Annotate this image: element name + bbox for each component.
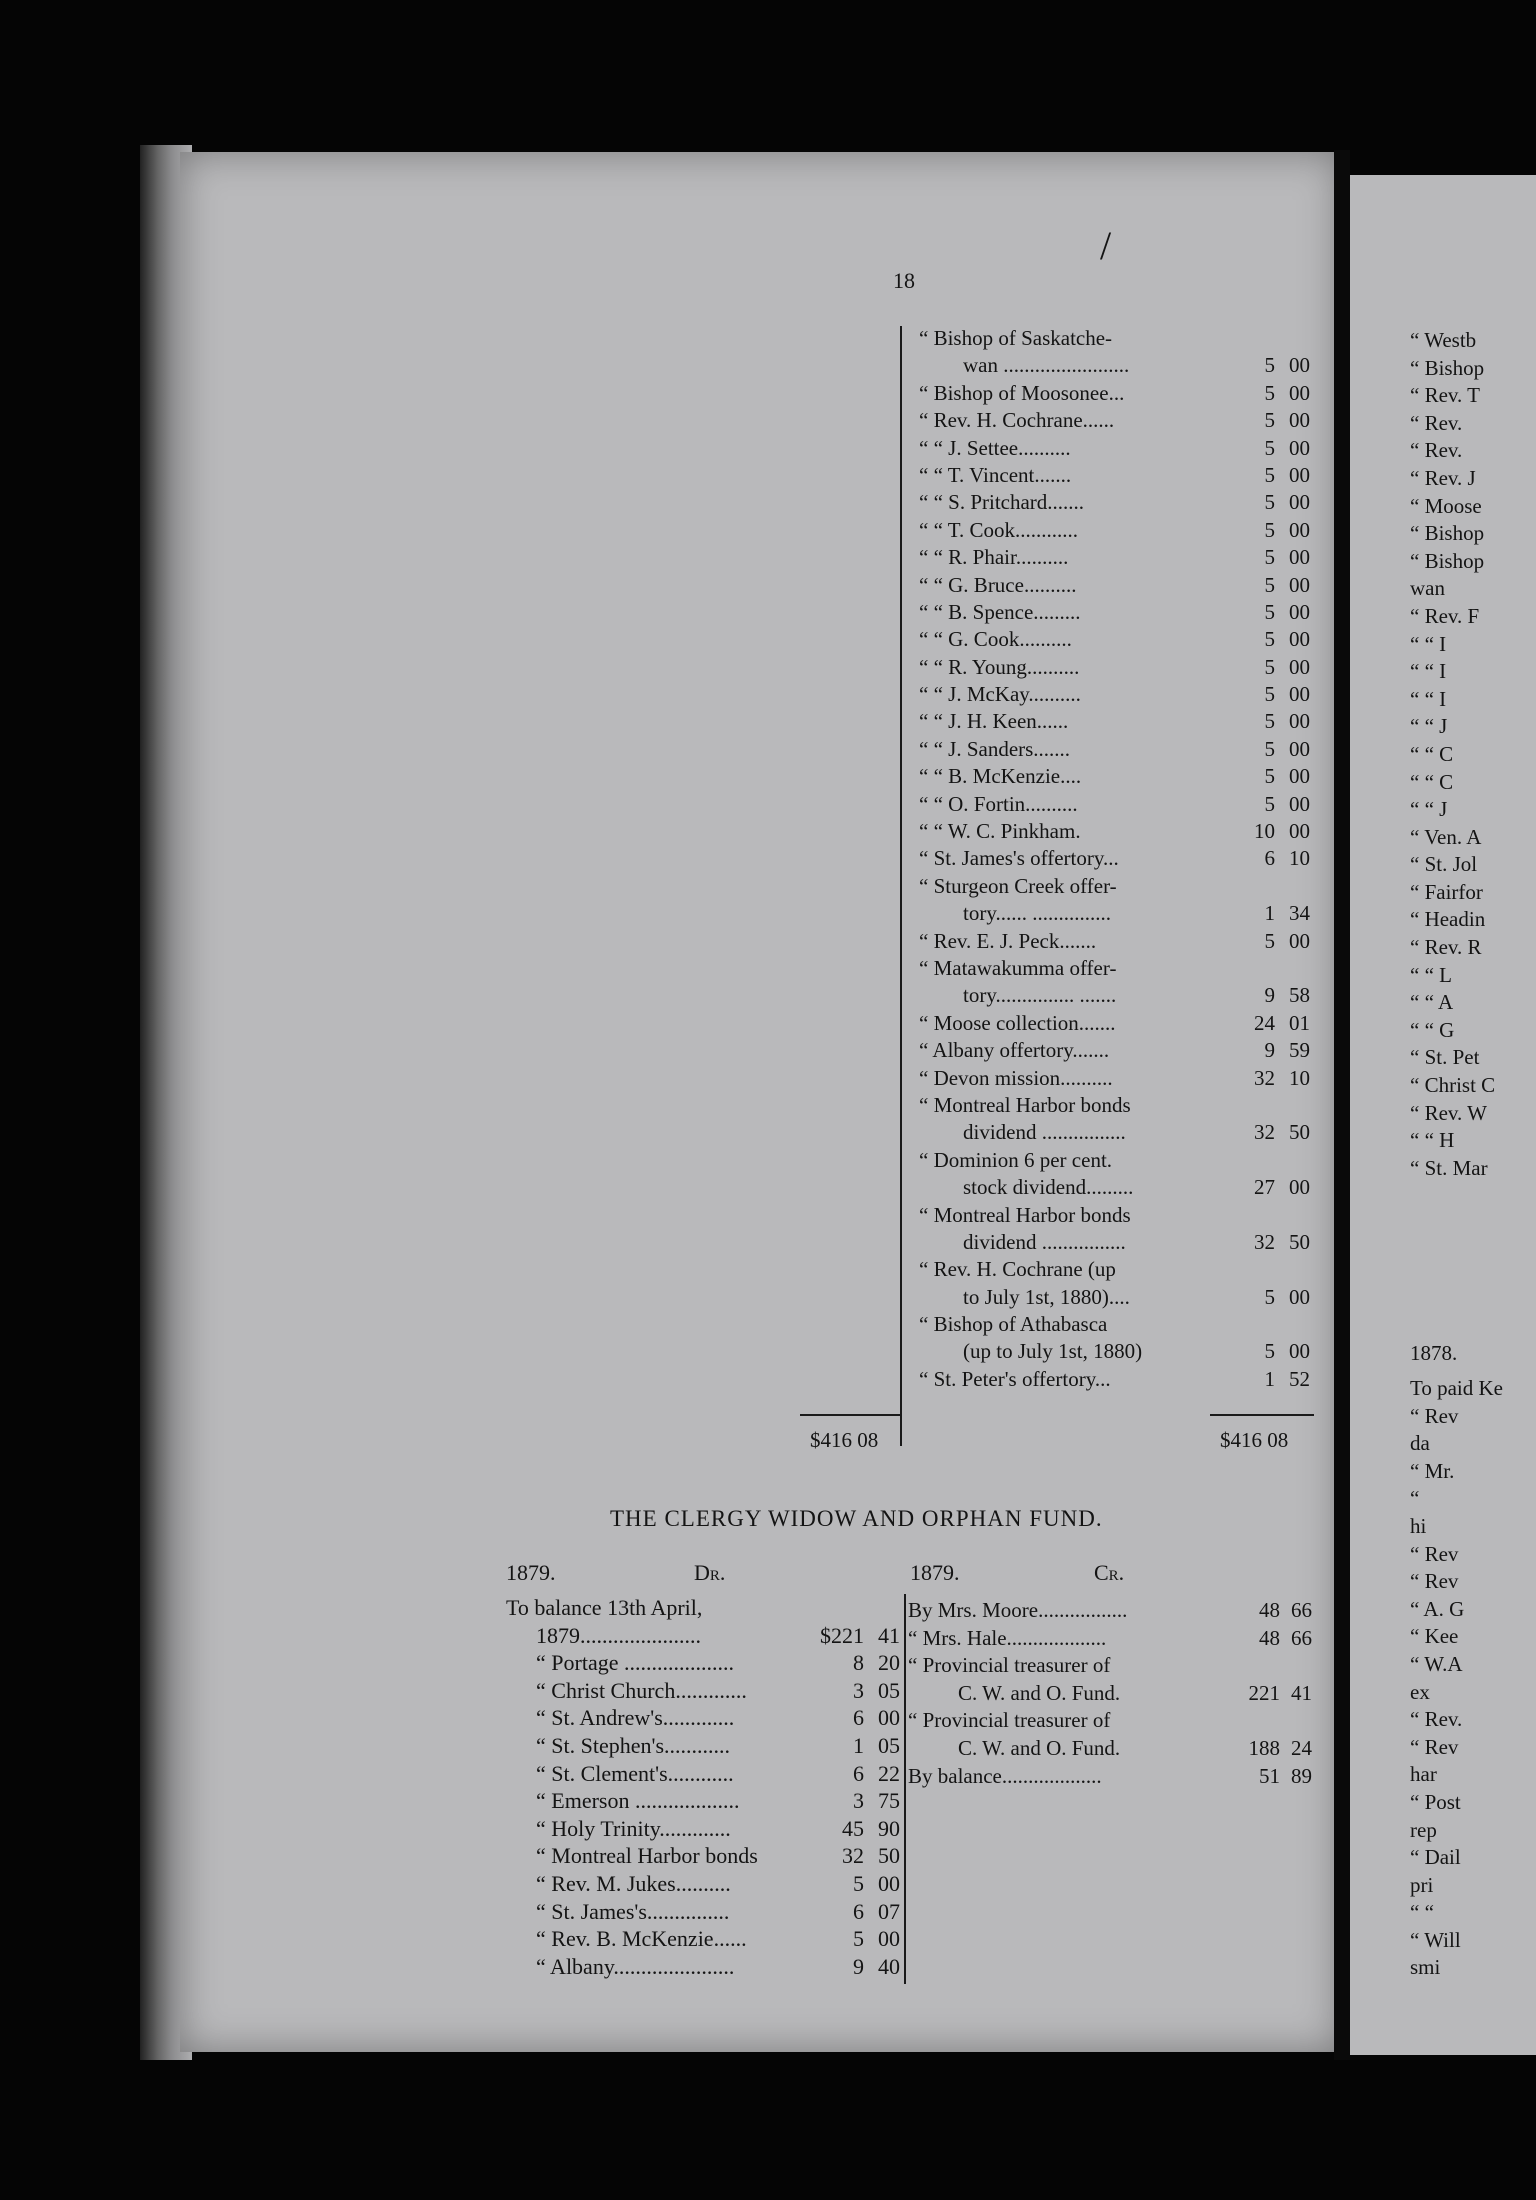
entry-label: “ Montreal Harbor bonds [919, 1202, 1131, 1227]
ledger-row [903, 1148, 1323, 1175]
entry-cents: 50 [1289, 1229, 1310, 1254]
ledger-row [903, 682, 1323, 709]
ledger-row [506, 1623, 906, 1651]
next-page-fragment: “ “ J [1410, 714, 1448, 739]
ledger-row [903, 983, 1323, 1010]
entry-cents: 41 [1291, 1680, 1312, 1705]
entry-label: “ “ J. McKay.......... [919, 682, 1081, 707]
next-page-fragment: “ Rev. F [1410, 603, 1480, 628]
entry-cents: 00 [1289, 709, 1310, 734]
entry-cents: 07 [878, 1898, 900, 1924]
next-page-bottom-fragments [1410, 1376, 1536, 1983]
next-page-fragment: “ “ I [1410, 659, 1447, 684]
entry-label: “ “ W. C. Pinkham. [919, 819, 1081, 844]
entry-dollars: 45 [842, 1815, 864, 1841]
next-page-top-fragments [1410, 328, 1536, 1183]
entry-label: dividend ................ [963, 1229, 1126, 1254]
entry-label: “ Rev. H. Cochrane...... [919, 408, 1115, 433]
entry-dollars: 32 [842, 1843, 864, 1869]
next-page-fragment: To paid Ke [1410, 1376, 1504, 1400]
ledger-row [903, 381, 1323, 408]
ledger-row [903, 1093, 1323, 1120]
entry-cents: 00 [1289, 1339, 1310, 1364]
entry-dollars: 5 [1264, 517, 1275, 542]
pen-mark: / [1100, 223, 1112, 268]
entry-label: 1879...................... [536, 1622, 701, 1648]
entry-label: “ Moose collection....... [919, 1010, 1116, 1035]
ledger-row [903, 792, 1323, 819]
entry-cents: 00 [1289, 599, 1310, 624]
ledger-row [506, 1650, 906, 1678]
entry-label: “ St. James's............... [536, 1898, 730, 1924]
entry-label: C. W. and O. Fund. [958, 1680, 1121, 1705]
next-page-fragment: “ “ [1410, 1900, 1434, 1925]
debit-header: Dr. [694, 1560, 726, 1585]
ledger-row [903, 1257, 1323, 1284]
entry-cents: 40 [878, 1953, 900, 1979]
credit-header: Cr. [1094, 1560, 1125, 1585]
next-page-year: 1878. [1410, 1341, 1458, 1365]
entry-label: By balance................... [908, 1763, 1102, 1788]
next-page-fragment: “ Bishop [1410, 355, 1485, 380]
next-page-fragment: “ Rev [1410, 1403, 1459, 1428]
ledger-row [506, 1733, 906, 1761]
page-number: 18 [893, 268, 915, 293]
entry-cents: 20 [878, 1650, 900, 1676]
entry-label: wan ........................ [963, 353, 1130, 378]
next-page-fragment: hi [1410, 1513, 1427, 1538]
ledger-row [903, 1230, 1323, 1257]
entry-label: “ Devon mission.......... [919, 1065, 1113, 1090]
entry-cents: 00 [1289, 517, 1310, 542]
entry-cents: 34 [1289, 901, 1310, 926]
ledger-row [506, 1595, 906, 1623]
entry-label: “ “ J. Settee.......... [919, 435, 1071, 460]
ledger-row [903, 1339, 1323, 1366]
next-page-fragment: “ Dail [1410, 1845, 1461, 1870]
entry-dollars: 5 [1264, 928, 1275, 953]
next-page-fragment: “ Rev. [1410, 438, 1463, 463]
next-page-fragment: “ Christ C [1410, 1073, 1496, 1098]
entry-cents: 58 [1289, 983, 1310, 1008]
next-page-fragment: “ [1410, 1486, 1420, 1511]
entry-cents: 05 [878, 1732, 900, 1758]
entry-cents: 00 [1289, 1284, 1310, 1309]
ledger-row [908, 1626, 1328, 1654]
next-page-fragment: har [1410, 1762, 1437, 1787]
next-page-fragment: “ “ G [1410, 1017, 1455, 1042]
next-page-fragment: “ Fairfor [1410, 879, 1483, 904]
entry-cents: 00 [1289, 654, 1310, 679]
column-divider-top [900, 326, 902, 1446]
entry-cents: 10 [1289, 846, 1310, 871]
entry-label: “ St. Andrew's............. [536, 1705, 735, 1731]
entry-dollars: 1 [853, 1732, 864, 1758]
ledger-row [903, 463, 1323, 490]
entry-dollars: 10 [1254, 819, 1275, 844]
ledger-row [506, 1761, 906, 1789]
next-page-fragment: “ St. Jol [1410, 852, 1478, 877]
entry-label: “ Bishop of Saskatche- [919, 326, 1113, 350]
entry-dollars: 3 [853, 1788, 864, 1814]
entry-label: tory...... ............... [963, 901, 1111, 926]
ledger-row [908, 1681, 1328, 1709]
entry-dollars: 5 [1264, 490, 1275, 515]
entry-dollars: 9 [1264, 1038, 1275, 1063]
entry-cents: 00 [1289, 791, 1310, 816]
entry-dollars: 27 [1254, 1175, 1275, 1200]
ledger-row [903, 1312, 1323, 1339]
ledger-row [506, 1954, 906, 1982]
entry-dollars: 5 [1264, 654, 1275, 679]
entry-label: to July 1st, 1880).... [963, 1284, 1130, 1309]
ledger-row [908, 1653, 1328, 1681]
ledger-row [908, 1764, 1328, 1792]
entry-cents: 00 [1289, 682, 1310, 707]
entry-label: “ Bishop of Moosonee... [919, 380, 1125, 405]
next-page-fragment: “ Rev. T [1410, 383, 1480, 408]
entry-label: “ Albany...................... [536, 1953, 735, 1979]
entry-dollars: 6 [853, 1705, 864, 1731]
entry-label: “ Albany offertory....... [919, 1038, 1110, 1063]
total-right: $416 08 [1220, 1428, 1289, 1452]
entry-cents: 41 [878, 1622, 900, 1648]
entry-label: (up to July 1st, 1880) [963, 1339, 1143, 1364]
entry-dollars: $221 [820, 1622, 864, 1648]
entry-cents: 00 [1289, 380, 1310, 405]
ledger-row [506, 1926, 906, 1954]
page-gutter [1334, 150, 1350, 2060]
entry-label: “ “ B. Spence......... [919, 599, 1081, 624]
entry-label: By Mrs. Moore................. [908, 1598, 1128, 1622]
entry-label: “ Rev. H. Cochrane (up [919, 1257, 1116, 1282]
entry-dollars: 5 [1264, 408, 1275, 433]
entry-label: “ Rev. B. McKenzie...... [536, 1926, 747, 1952]
entry-cents: 66 [1291, 1625, 1312, 1650]
next-page-fragment: “ “ J [1410, 797, 1448, 822]
entry-cents: 00 [1289, 353, 1310, 378]
entry-label: “ St. Clement's............ [536, 1760, 734, 1786]
ledger-row [506, 1843, 906, 1871]
next-page-fragment: “ Ven. A [1410, 824, 1482, 849]
entry-cents: 00 [1289, 627, 1310, 652]
ledger-row [903, 545, 1323, 572]
entry-cents: 10 [1289, 1065, 1310, 1090]
entry-label: “ Portage .................... [536, 1650, 734, 1676]
ledger-row [903, 573, 1323, 600]
entry-label: “ Montreal Harbor bonds [919, 1092, 1131, 1117]
entry-dollars: 48 [1259, 1598, 1280, 1622]
ledger-row [903, 1038, 1323, 1065]
entry-cents: 24 [1291, 1735, 1312, 1760]
ledger-row [903, 436, 1323, 463]
entry-cents: 59 [1289, 1038, 1310, 1063]
entry-dollars: 5 [1264, 791, 1275, 816]
entry-label: “ Provincial treasurer of [908, 1653, 1111, 1678]
entry-cents: 00 [1289, 435, 1310, 460]
entry-label: “ “ R. Phair.......... [919, 545, 1069, 570]
entry-dollars: 6 [853, 1760, 864, 1786]
entry-label: “ “ T. Vincent....... [919, 462, 1072, 487]
entry-dollars: 9 [853, 1953, 864, 1979]
entry-dollars: 24 [1254, 1010, 1275, 1035]
ledger-row [903, 1066, 1323, 1093]
entry-dollars: 48 [1259, 1625, 1280, 1650]
ledger-row [903, 819, 1323, 846]
next-page-fragment: “ Rev. [1410, 1707, 1463, 1732]
ledger-row [908, 1736, 1328, 1764]
entry-cents: 00 [1289, 545, 1310, 570]
entry-label: “ Montreal Harbor bonds [536, 1843, 758, 1869]
entry-dollars: 6 [1264, 846, 1275, 871]
entry-dollars: 5 [1264, 764, 1275, 789]
entry-label: “ “ T. Cook............ [919, 517, 1079, 542]
next-page-fragment: “ St. Pet [1410, 1045, 1480, 1070]
next-page-fragment: “ Rev. J [1410, 465, 1476, 490]
next-page-fragment: “ Kee [1410, 1624, 1459, 1649]
entry-label: “ Emerson ................... [536, 1788, 740, 1814]
next-page-fragment: “ Mr. [1410, 1458, 1455, 1483]
continuation-list [903, 326, 1323, 1394]
ledger-row [903, 627, 1323, 654]
entry-label: “ “ O. Fortin.......... [919, 791, 1078, 816]
entry-dollars: 32 [1254, 1065, 1275, 1090]
entry-label: “ “ G. Bruce.......... [919, 572, 1077, 597]
entry-dollars: 5 [1264, 682, 1275, 707]
entry-dollars: 3 [853, 1677, 864, 1703]
entry-dollars: 5 [1264, 1339, 1275, 1364]
entry-dollars: 5 [1264, 736, 1275, 761]
ledger-row [506, 1678, 906, 1706]
next-page-fragment: “ Rev. [1410, 410, 1463, 435]
entry-cents: 00 [1289, 462, 1310, 487]
fund-title: THE CLERGY WIDOW AND ORPHAN FUND. [610, 1506, 1103, 1531]
next-page-fragment: “ “ H [1410, 1128, 1455, 1153]
ledger-row [903, 1285, 1323, 1312]
entry-dollars: 188 [1248, 1735, 1280, 1760]
entry-label: “ Bishop of Athabasca [919, 1312, 1108, 1337]
entry-label: “ Mrs. Hale................... [908, 1625, 1107, 1650]
ledger-row [903, 518, 1323, 545]
next-page-fragment: “ A. G [1410, 1596, 1465, 1621]
ledger-row [903, 655, 1323, 682]
entry-label: “ “ R. Young.......... [919, 654, 1080, 679]
ledger-row [506, 1816, 906, 1844]
ledger-row [903, 709, 1323, 736]
next-page-fragment: “ Bishop [1410, 548, 1485, 573]
next-page-fragment: wan [1410, 576, 1445, 601]
next-page-fragment: “ Rev. R [1410, 935, 1482, 960]
total-left: $416 08 [810, 1428, 879, 1452]
next-page-fragment: ex [1410, 1679, 1430, 1704]
entry-label: “ “ J. Sanders....... [919, 736, 1071, 761]
entry-dollars: 1 [1264, 1366, 1275, 1391]
entry-dollars: 5 [1264, 709, 1275, 734]
entry-label: tory............... ....... [963, 983, 1117, 1008]
entry-dollars: 5 [1264, 572, 1275, 597]
entry-label: “ Holy Trinity............. [536, 1815, 731, 1841]
next-page-fragment: “ “ C [1410, 769, 1454, 794]
credit-year: 1879. [910, 1560, 960, 1585]
entry-dollars: 5 [853, 1926, 864, 1952]
ledger-row [903, 929, 1323, 956]
next-page-fragment: “ Bishop [1410, 521, 1485, 546]
entry-label: “ Rev. E. J. Peck....... [919, 928, 1097, 953]
entry-cents: 00 [1289, 490, 1310, 515]
next-page-fragment: “ Rev [1410, 1734, 1459, 1759]
entry-dollars: 5 [853, 1870, 864, 1896]
ledger-row [903, 901, 1323, 928]
ledger-row [903, 1367, 1323, 1394]
entry-label: C. W. and O. Fund. [958, 1735, 1121, 1760]
entry-cents: 00 [878, 1705, 900, 1731]
entry-cents: 50 [1289, 1120, 1310, 1145]
next-page-fragment: pri [1410, 1872, 1434, 1897]
entry-dollars: 9 [1264, 983, 1275, 1008]
entry-dollars: 5 [1264, 435, 1275, 460]
entry-dollars: 5 [1264, 599, 1275, 624]
ledger-row [903, 326, 1323, 353]
ledger-row [506, 1871, 906, 1899]
next-page-fragment: “ Headin [1410, 907, 1486, 932]
next-page-fragment: “ Will [1410, 1927, 1461, 1952]
ledger-row [903, 1175, 1323, 1202]
entry-dollars: 5 [1264, 380, 1275, 405]
entry-cents: 00 [1289, 736, 1310, 761]
entry-label: “ St. James's offertory... [919, 846, 1119, 871]
entry-label: To balance 13th April, [506, 1595, 703, 1620]
entry-cents: 50 [878, 1843, 900, 1869]
entry-label: “ “ G. Cook.......... [919, 627, 1072, 652]
entry-cents: 52 [1289, 1366, 1310, 1391]
ledger-row [506, 1899, 906, 1927]
ledger-row [903, 956, 1323, 983]
entry-cents: 01 [1289, 1010, 1310, 1035]
ledger-row [903, 1011, 1323, 1038]
entry-cents: 00 [878, 1870, 900, 1896]
total-rule-right [1210, 1414, 1314, 1416]
entry-label: “ St. Peter's offertory... [919, 1366, 1111, 1391]
entry-dollars: 51 [1259, 1763, 1280, 1788]
next-page-fragment: “ Post [1410, 1789, 1461, 1814]
next-page-fragment: “ Moose [1410, 493, 1482, 518]
ledger-row [903, 408, 1323, 435]
entry-cents: 00 [1289, 928, 1310, 953]
entry-dollars: 1 [1264, 901, 1275, 926]
entry-label: “ “ B. McKenzie.... [919, 764, 1082, 789]
entry-cents: 00 [1289, 764, 1310, 789]
entry-label: “ Matawakumma offer- [919, 955, 1117, 980]
entry-label: stock dividend......... [963, 1175, 1134, 1200]
next-page-fragment: rep [1410, 1817, 1437, 1842]
next-page-fragment: “ “ I [1410, 631, 1447, 656]
entry-cents: 00 [1289, 572, 1310, 597]
next-page-fragment: “ “ A [1410, 990, 1454, 1015]
ledger-row [903, 1120, 1323, 1147]
entry-dollars: 8 [853, 1650, 864, 1676]
next-page-fragment: “ Westb [1410, 328, 1477, 352]
entry-dollars: 32 [1254, 1120, 1275, 1145]
entry-dollars: 221 [1248, 1680, 1280, 1705]
entry-cents: 89 [1291, 1763, 1312, 1788]
entry-label: “ Sturgeon Creek offer- [919, 873, 1117, 898]
entry-dollars: 5 [1264, 462, 1275, 487]
entry-dollars: 32 [1254, 1229, 1275, 1254]
next-page-fragment: “ Rev [1410, 1541, 1459, 1566]
debit-year: 1879. [506, 1560, 556, 1585]
entry-label: “ Christ Church............. [536, 1677, 747, 1703]
entry-cents: 22 [878, 1760, 900, 1786]
total-rule-left [800, 1414, 900, 1416]
entry-dollars: 5 [1264, 353, 1275, 378]
entry-label: “ St. Stephen's............ [536, 1732, 731, 1758]
next-page-fragment: “ “ C [1410, 741, 1454, 766]
next-page-fragment: da [1410, 1431, 1430, 1456]
entry-cents: 00 [1289, 1175, 1310, 1200]
next-page-fragment: smi [1410, 1955, 1441, 1980]
entry-cents: 75 [878, 1788, 900, 1814]
next-page-fragment: “ Rev [1410, 1569, 1459, 1594]
next-page-fragment: “ Rev. W [1410, 1100, 1487, 1125]
ledger-row [903, 490, 1323, 517]
entry-cents: 00 [878, 1926, 900, 1952]
entry-dollars: 5 [1264, 545, 1275, 570]
entry-label: “ Rev. M. Jukes.......... [536, 1870, 731, 1896]
entry-cents: 00 [1289, 819, 1310, 844]
ledger-row [506, 1788, 906, 1816]
entry-label: “ Provincial treasurer of [908, 1708, 1111, 1733]
ledger-row [908, 1598, 1328, 1626]
ledger-row [903, 874, 1323, 901]
entry-dollars: 5 [1264, 1284, 1275, 1309]
ledger-row [903, 737, 1323, 764]
debit-list [506, 1595, 906, 1981]
entry-cents: 05 [878, 1677, 900, 1703]
ledger-row [903, 353, 1323, 380]
next-page-fragment: “ St. Mar [1410, 1155, 1488, 1180]
entry-cents: 00 [1289, 408, 1310, 433]
entry-dollars: 6 [853, 1898, 864, 1924]
next-page-fragment: “ “ I [1410, 686, 1447, 711]
next-page-fragment: “ W.A [1410, 1651, 1463, 1676]
ledger-row [903, 846, 1323, 873]
entry-dollars: 5 [1264, 627, 1275, 652]
credit-list [908, 1598, 1328, 1791]
entry-label: dividend ................ [963, 1120, 1126, 1145]
ledger-row [903, 1203, 1323, 1230]
entry-cents: 90 [878, 1815, 900, 1841]
ledger-row [903, 600, 1323, 627]
entry-cents: 66 [1291, 1598, 1312, 1622]
entry-label: “ “ J. H. Keen...... [919, 709, 1069, 734]
ledger-row [908, 1708, 1328, 1736]
entry-label: “ Dominion 6 per cent. [919, 1147, 1113, 1172]
ledger-row [903, 764, 1323, 791]
ledger-row [506, 1705, 906, 1733]
entry-label: “ “ S. Pritchard....... [919, 490, 1085, 515]
next-page-fragment: “ “ L [1410, 962, 1452, 987]
